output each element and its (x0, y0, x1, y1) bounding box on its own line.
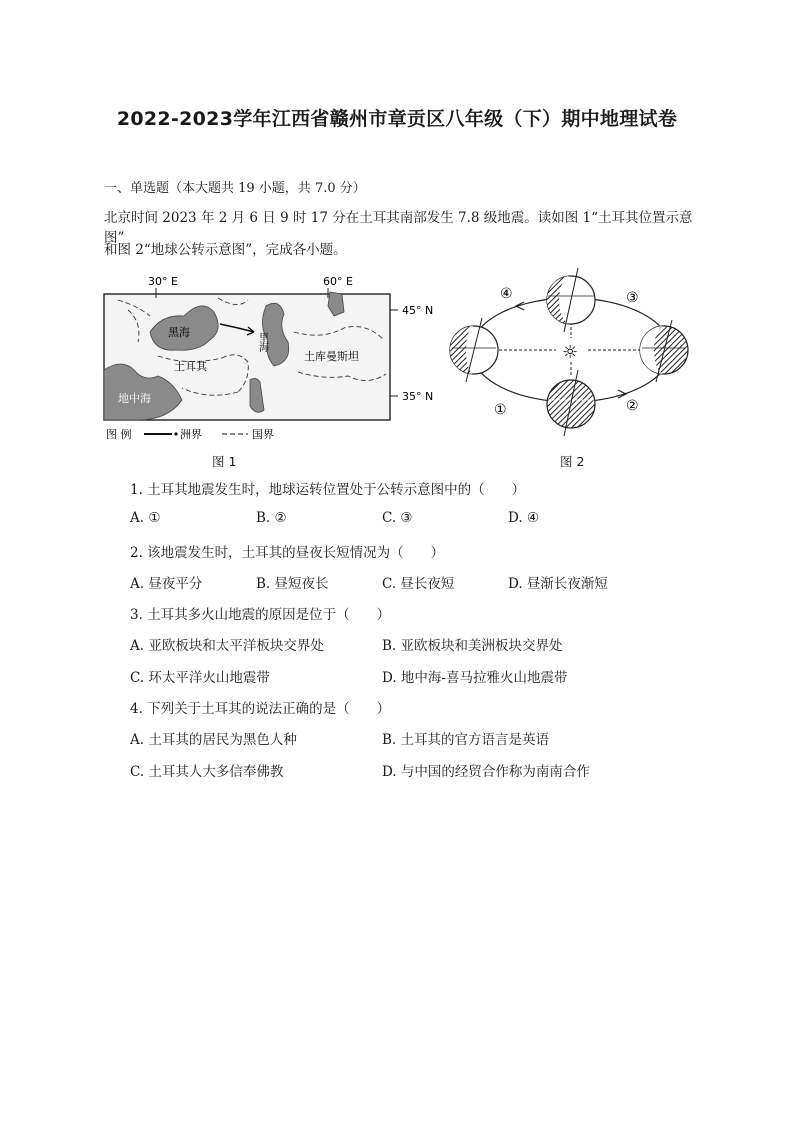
figure-1-map (98, 270, 444, 446)
label-black-sea: 黑海 (168, 326, 190, 339)
question-3-option-d[interactable]: D. 地中海-喜马拉雅火山地震带 (382, 670, 568, 686)
question-2-option-c[interactable]: C. 昼长夜短 (382, 576, 455, 592)
question-1-option-c[interactable]: C. ③ (382, 510, 413, 526)
question-3-option-b[interactable]: B. 亚欧板块和美洲板块交界处 (382, 638, 563, 654)
lon-label-30e: 30° E (148, 275, 178, 288)
figure-2-caption: 图 2 (560, 454, 585, 469)
legend-title: 图 例 (106, 428, 132, 441)
legend-continent: 洲界 (180, 428, 202, 441)
section-heading: 一、单选题（本大题共 19 小题，共 7.0 分） (104, 181, 366, 196)
label-turkmenistan: 土库曼斯坦 (304, 350, 359, 363)
intro-line-1: 北京时间 2023 年 2 月 6 日 9 时 17 分在土耳其南部发生 7.8 级地震。读如图 1“土耳其位置示意图” (104, 210, 693, 246)
intro-line-2: 和图 2“地球公转示意图”，完成各小题。 (104, 242, 347, 258)
orbit-label-4: ④ (500, 286, 513, 302)
lat-label-45n: 45° N (402, 304, 434, 317)
question-1-option-a[interactable]: A. ① (130, 510, 161, 526)
label-mediterranean: 地中海 (118, 392, 151, 405)
question-3-option-a[interactable]: A. 亚欧板块和太平洋板块交界处 (130, 638, 324, 654)
question-2-option-d[interactable]: D. 昼渐长夜渐短 (508, 576, 608, 592)
question-2-option-a[interactable]: A. 昼夜平分 (130, 576, 203, 592)
question-3-option-c[interactable]: C. 环太平洋火山地震带 (130, 670, 270, 686)
question-4-option-d[interactable]: D. 与中国的经贸合作称为南南合作 (382, 764, 590, 780)
question-4-option-b[interactable]: B. 土耳其的官方语言是英语 (382, 732, 550, 748)
earth-top (547, 268, 595, 332)
earth-right (640, 320, 688, 382)
lat-label-35n: 35° N (402, 390, 434, 403)
orbit-label-2: ② (626, 398, 639, 414)
orbit-label-1: ① (494, 402, 507, 418)
earth-bottom (547, 370, 595, 436)
question-2-stem: 2. 该地震发生时，土耳其的昼夜长短情况为（ ） (130, 545, 445, 561)
label-turkey: 土耳其 (174, 360, 207, 373)
question-1-stem: 1. 土耳其地震发生时，地球运转位置处于公转示意图中的（ ） (130, 482, 526, 498)
question-1-option-d[interactable]: D. ④ (508, 510, 540, 526)
question-4-stem: 4. 下列关于土耳其的说法正确的是（ ） (130, 701, 391, 717)
label-caspian: 里海 (256, 332, 268, 352)
question-4-option-a[interactable]: A. 土耳其的居民为黑色人种 (130, 732, 297, 748)
orbit-label-3: ③ (626, 290, 639, 306)
sun-icon: ☼ (562, 342, 579, 363)
earth-left (450, 318, 498, 382)
question-3-stem: 3. 土耳其多火山地震的原因是位于（ ） (130, 607, 391, 623)
lon-label-60e: 60° E (323, 275, 353, 288)
question-1-option-b[interactable]: B. ② (256, 510, 287, 526)
question-2-option-b[interactable]: B. 昼短夜长 (256, 576, 329, 592)
figure-1-caption: 图 1 (212, 454, 237, 469)
legend-country: 国界 (252, 428, 274, 441)
figure-2-orbit (444, 266, 698, 438)
page-title: 2022-2023学年江西省赣州市章贡区八年级（下）期中地理试卷 (116, 108, 678, 130)
question-4-option-c[interactable]: C. 土耳其人大多信奉佛教 (130, 764, 284, 780)
